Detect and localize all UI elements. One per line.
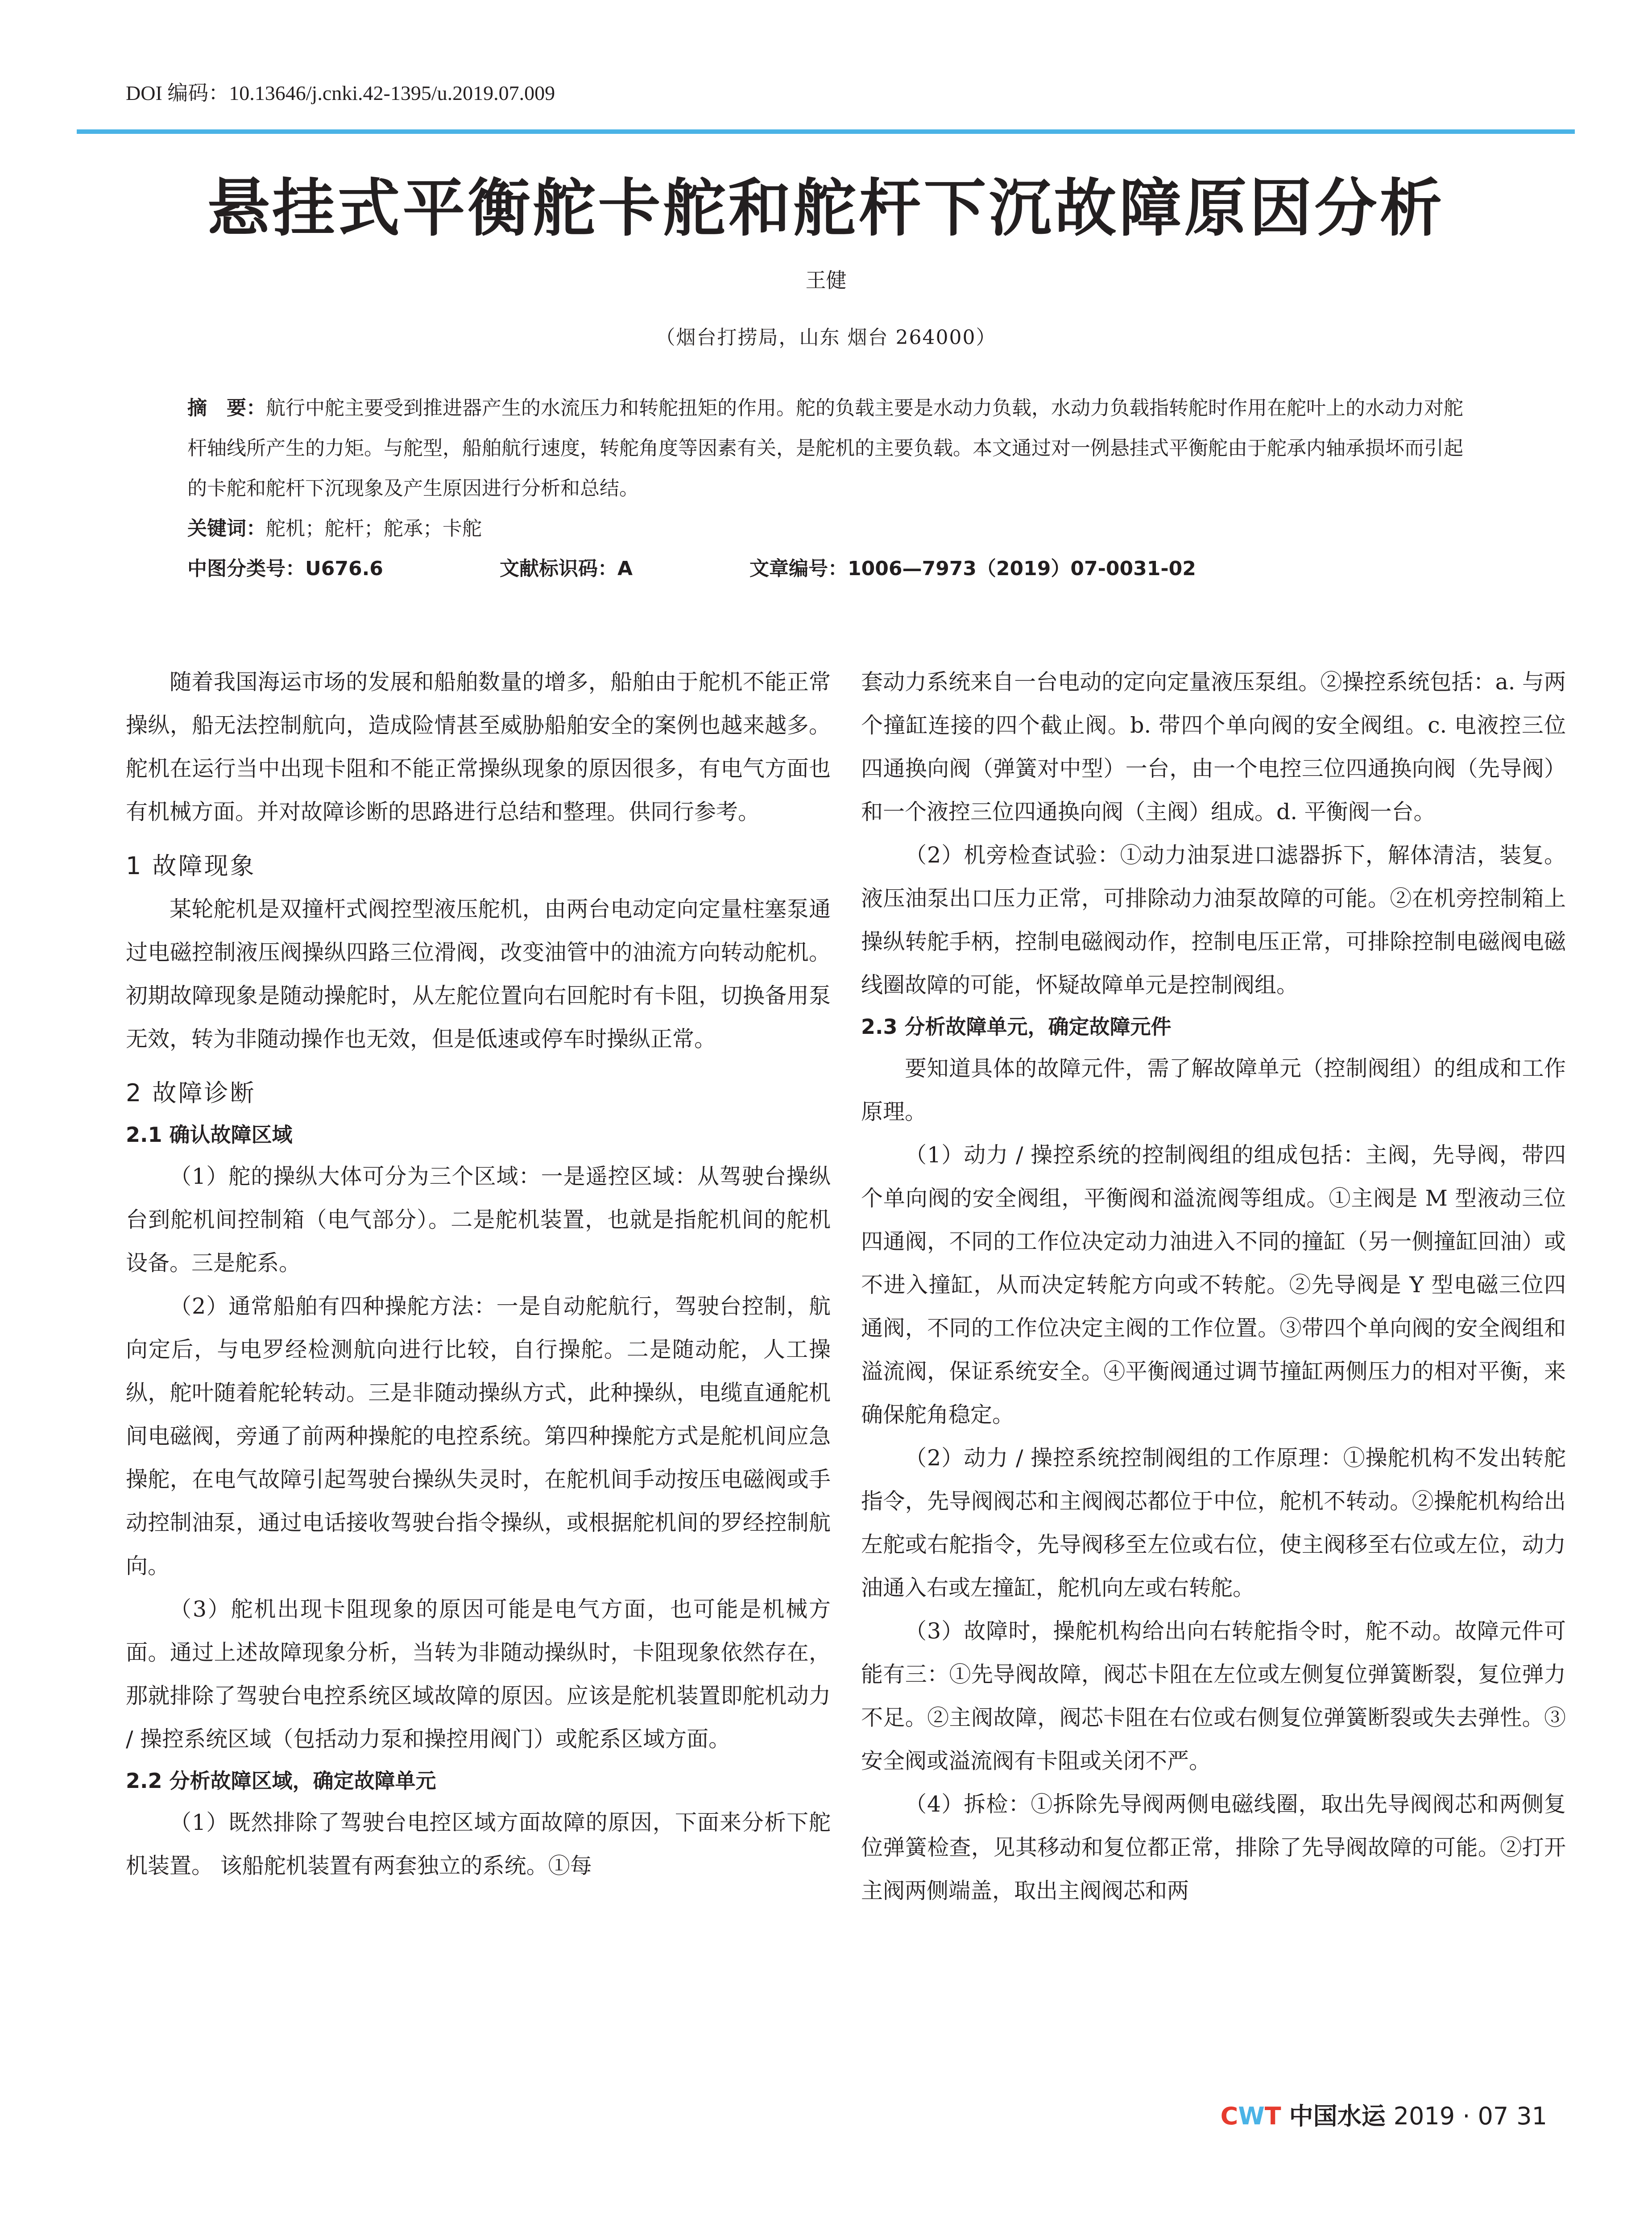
journal-name: 中国水运	[1289, 2102, 1386, 2130]
author-name: 王健	[805, 268, 847, 292]
header-rule	[77, 129, 1575, 134]
continued-paragraph: 套动力系统来自一台电动的定向定量液压泵组。②操控系统包括：a. 与两个撞缸连接的四个截止阀。b. 带四个单向阀的安全阀组。c. 电液控三位四通换向阀（弹簧对中型）一台，由一个电控三位四通换向阀（先导阀）和一个液控三位四通换向阀（主阀）组成。d. 平衡阀一台。	[861, 669, 1566, 825]
classification-row	[187, 549, 1481, 589]
section-2-2-heading: 2.2 分析故障区域，确定故障单元	[126, 1769, 436, 1793]
right-column	[861, 660, 1566, 1912]
section-2-heading: 2 故障诊断	[126, 1079, 256, 1107]
section-2-3-paragraph-0: 要知道具体的故障元件，需了解故障单元（控制阀组）的组成和工作原理。	[861, 1056, 1566, 1124]
intro-paragraph: 随着我国海运市场的发展和船舶数量的增多，船舶由于舵机不能正常操纵，船无法控制航向，造成险情甚至威胁船舶安全的案例也越来越多。舵机在运行当中出现卡阻和不能正常操纵现象的原因很多，有电气方面也有机械方面。并对故障诊断的思路进行总结和整理。供同行参考。	[126, 669, 831, 825]
clc-number: 中图分类号：U676.6	[187, 557, 383, 580]
section-2-1-paragraph-3: （3）舵机出现卡阻现象的原因可能是电气方面，也可能是机械方面。通过上述故障现象分析，当转为非随动操纵时，卡阻现象依然存在，那就排除了驾驶台电控系统区域故障的原因。应该是舵机装置即舵机动力 / 操控系统区域（包括动力泵和操控用阀门）或舵系区域方面。	[126, 1597, 831, 1752]
section-2-3-paragraph-2: （2）动力 / 操控系统控制阀组的工作原理：①操舵机构不发出转舵指令，先导阀阀芯和主阀阀芯都位于中位，舵机不转动。②操舵机构给出左舵或右舵指令，先导阀移至左位或右位，使主阀移至右位或左位，动力油通入右或左撞缸，舵机向左或右转舵。	[861, 1445, 1566, 1601]
journal-logo: CWT	[1220, 2102, 1281, 2130]
section-2-2-paragraph-2: （2）机旁检查试验：①动力油泵进口滤器拆下，解体清洁，装复。液压油泵出口压力正常，可排除动力油泵故障的可能。②在机旁控制箱上操纵转舵手柄，控制电磁阀动作，控制电压正常，可排除控制电磁阀电磁线圈故障的可能，怀疑故障单元是控制阀组。	[861, 842, 1566, 998]
paper-title: 悬挂式平衡舵卡舵和舵杆下沉故障原因分析	[207, 172, 1445, 245]
abstract-label: 摘 要：	[187, 397, 266, 419]
section-2-3-heading: 2.3 分析故障单元，确定故障元件	[861, 1015, 1172, 1039]
section-2-3-paragraph-3: （3）故障时，操舵机构给出向右转舵指令时，舵不动。故障元件可能有三：①先导阀故障，阀芯卡阻在左位或左侧复位弹簧断裂，复位弹力不足。②主阀故障，阀芯卡阻在右位或右侧复位弹簧断裂或失去弹性。③安全阀或溢流阀有卡阻或关闭不严。	[861, 1618, 1566, 1774]
keywords-text: 舵机；舵杆；舵承；卡舵	[266, 517, 482, 540]
document-code: 文献标识码：A	[500, 557, 633, 580]
left-column	[126, 660, 831, 1887]
section-2-2-paragraph-1: （1）既然排除了驾驶台电控区域方面故障的原因，下面来分析下舵机装置。 该船舵机装置有两套独立的系统。①每	[126, 1810, 831, 1879]
abstract	[187, 388, 1481, 509]
section-2-3-paragraph-4: （4）拆检：①拆除先导阀两侧电磁线圈，取出先导阀阀芯和两侧复位弹簧检查，见其移动和复位都正常，排除了先导阀故障的可能。②打开主阀两侧端盖，取出主阀阀芯和两	[861, 1791, 1566, 1903]
section-2-1-heading: 2.1 确认故障区域	[126, 1123, 293, 1147]
section-1-heading: 1 故障现象	[126, 852, 256, 880]
issue-date: 2019 · 07	[1393, 2102, 1509, 2130]
section-1-paragraph: 某轮舵机是双撞杆式阀控型液压舵机，由两台电动定向定量柱塞泵通过电磁控制液压阀操纵四路三位滑阀，改变油管中的油流方向转动舵机。初期故障现象是随动操舵时，从左舵位置向右回舵时有卡阻，切换备用泵无效，转为非随动操作也无效，但是低速或停车时操纵正常。	[126, 896, 831, 1052]
keywords	[187, 509, 1481, 549]
page-number: 31	[1516, 2102, 1547, 2130]
keywords-label: 关键词：	[187, 517, 266, 540]
section-2-3-paragraph-1: （1）动力 / 操控系统的控制阀组的组成包括：主阀，先导阀，带四个单向阀的安全阀组，平衡阀和溢流阀等组成。①主阀是 M 型液动三位四通阀，不同的工作位决定动力油进入不同的撞缸（另一侧撞缸回油）或不进入撞缸，从而决定转舵方向或不转舵。②先导阀是 Y 型电磁三位四通阀，不同的工作位决定主阀的工作位置。③带四个单向阀的安全阀组和溢流阀，保证系统安全。④平衡阀通过调节撞缸两侧压力的相对平衡，来确保舵角稳定。	[861, 1142, 1566, 1427]
section-2-1-paragraph-1: （1）舵的操纵大体可分为三个区域：一是遥控区域：从驾驶台操纵台到舵机间控制箱（电气部分）。二是舵机装置，也就是指舵机间的舵机设备。三是舵系。	[126, 1164, 831, 1276]
abstract-text: 航行中舵主要受到推进器产生的水流压力和转舵扭矩的作用。舵的负载主要是水动力负载，水动力负载指转舵时作用在舵叶上的水动力对舵杆轴线所产生的力矩。与舵型，船舶航行速度，转舵角度等因素有关，是舵机的主要负载。本文通过对一例悬挂式平衡舵由于舵承内轴承损坏而引起的卡舵和舵杆下沉现象及产生原因进行分析和总结。	[187, 397, 1463, 500]
section-2-1-paragraph-2: （2）通常船舶有四种操舵方法：一是自动舵航行，驾驶台控制，航向定后，与电罗经检测航向进行比较，自行操舵。二是随动舵，人工操纵，舵叶随着舵轮转动。三是非随动操纵方式，此种操纵，电缆直通舵机间电磁阀，旁通了前两种操舵的电控系统。第四种操舵方式是舵机间应急操舵，在电气故障引起驾驶台操纵失灵时，在舵机间手动按压电磁阀或手动控制油泵，通过电话接收驾驶台指令操纵，或根据舵机间的罗经控制航向。	[126, 1294, 831, 1579]
page-footer	[1221, 2097, 1547, 2131]
doi-code: DOI 编码：10.13646/j.cnki.42-1395/u.2019.07.009	[126, 82, 555, 104]
author-affiliation: （烟台打捞局，山东 烟台 264000）	[655, 326, 997, 349]
article-number: 文章编号：1006—7973（2019）07-0031-02	[749, 557, 1196, 580]
abstract-section	[187, 388, 1481, 589]
